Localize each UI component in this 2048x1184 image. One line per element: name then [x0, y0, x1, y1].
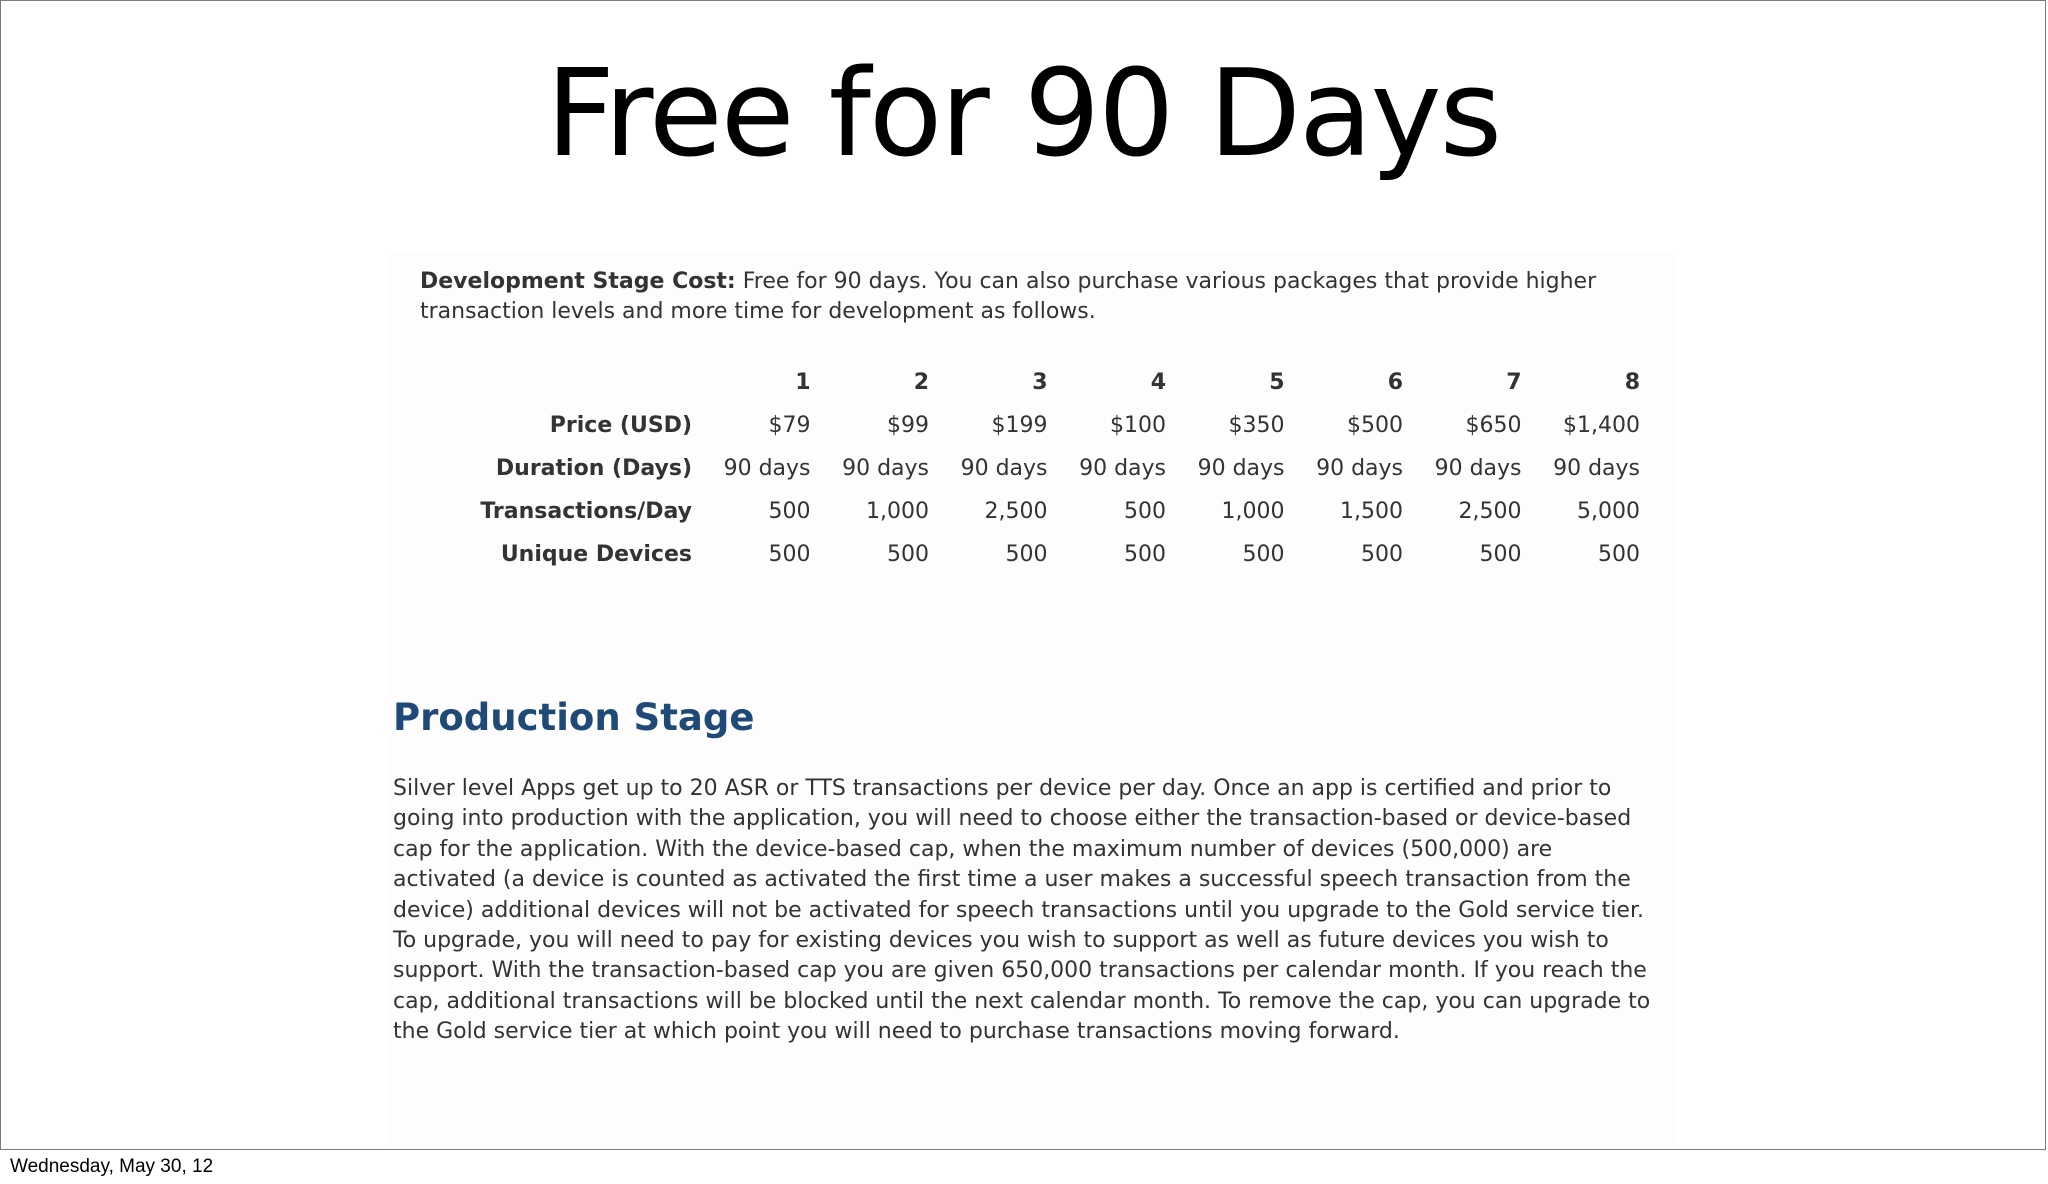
development-stage-label: Development Stage Cost:	[420, 269, 736, 294]
table-cell: $79	[768, 413, 811, 438]
table-cell: 1,000	[866, 499, 929, 524]
table-cell: 500	[1242, 542, 1285, 567]
embedded-document-screenshot	[387, 251, 1677, 1146]
row-label: Duration (Days)	[495, 456, 692, 481]
table-cell: $650	[1465, 413, 1522, 438]
table-cell: $100	[1110, 413, 1166, 438]
column-header: 2	[913, 370, 929, 395]
table-cell: 1,000	[1221, 499, 1285, 524]
column-header: 7	[1506, 370, 1522, 395]
table-cell: 2,500	[984, 499, 1048, 524]
column-header: 4	[1150, 370, 1166, 395]
slide-title: Free for 90 Days	[545, 45, 1501, 184]
table-cell: $500	[1347, 413, 1403, 438]
row-label: Transactions/Day	[480, 499, 692, 524]
table-cell: 1,500	[1340, 499, 1403, 524]
production-stage-paragraph: Silver level Apps get up to 20 ASR or TTS transactions per device per day. Once an app is certified and prior to going into production with the application, you will need to choose either the transaction-based or device-based cap for the application. With the device-based cap, when the maximum number of devices (500,000) are activated (a device is counted as activated the first time a user makes a successful speech transaction from the device) additional devices will not be activated for speech transactions until you upgrade to the Gold service tier. To upgrade, you will need to pay for existing devices you wish to support as well as future devices you wish to support. With the transaction-based cap you are given 650,000 transactions per calendar month. If you reach the cap, additional transactions will be blocked until the next calendar month. To remove the cap, you can upgrade to the Gold service tier at which point you will need to purchase transactions moving forward.	[393, 776, 1651, 1045]
development-stage-text: Free for 90 days. You can also purchase various packages that provide higher transaction levels and more time for development as follows.	[420, 269, 1597, 324]
table-corner-cell	[427, 361, 692, 404]
table-cell: 90 days	[1079, 456, 1166, 481]
table-cell: 500	[1361, 542, 1403, 567]
table-cell: 500	[1124, 499, 1166, 524]
table-cell: 500	[887, 542, 929, 567]
table-header-row	[427, 361, 1640, 404]
table-cell: $1,400	[1563, 413, 1640, 438]
table-row-duration	[427, 447, 1640, 490]
table-row-price	[427, 404, 1640, 447]
table-cell: 2,500	[1458, 499, 1522, 524]
table-cell: 500	[1124, 542, 1166, 567]
table-cell: 90 days	[723, 456, 811, 481]
table-cell: 500	[768, 542, 811, 567]
column-header: 8	[1624, 370, 1640, 395]
table-cell: $199	[991, 413, 1048, 438]
table-cell: 90 days	[1434, 456, 1522, 481]
slide-footer-date: Wednesday, May 30, 12	[10, 1156, 214, 1177]
row-label: Unique Devices	[500, 542, 692, 567]
table-cell: 90 days	[842, 456, 929, 481]
column-header: 1	[795, 370, 811, 395]
table-cell: 5,000	[1577, 499, 1640, 524]
table-cell: 500	[1479, 542, 1522, 567]
table-row-transactions	[427, 490, 1640, 533]
table-cell: $99	[887, 413, 929, 438]
table-cell: 500	[1598, 542, 1640, 567]
table-cell: 500	[1005, 542, 1048, 567]
table-cell: 90 days	[960, 456, 1048, 481]
table-row-devices	[427, 533, 1640, 576]
table-cell: 500	[768, 499, 811, 524]
column-header: 5	[1269, 370, 1285, 395]
table-cell: 90 days	[1553, 456, 1640, 481]
development-stage-paragraph	[420, 267, 1650, 327]
pricing-table	[427, 361, 1640, 576]
table-cell: 90 days	[1197, 456, 1285, 481]
table-cell: $350	[1228, 413, 1285, 438]
table-cell: 90 days	[1316, 456, 1403, 481]
column-header: 6	[1387, 370, 1403, 395]
row-label: Price (USD)	[549, 413, 692, 438]
column-header: 3	[1032, 370, 1048, 395]
production-stage-heading: Production Stage	[393, 696, 755, 739]
